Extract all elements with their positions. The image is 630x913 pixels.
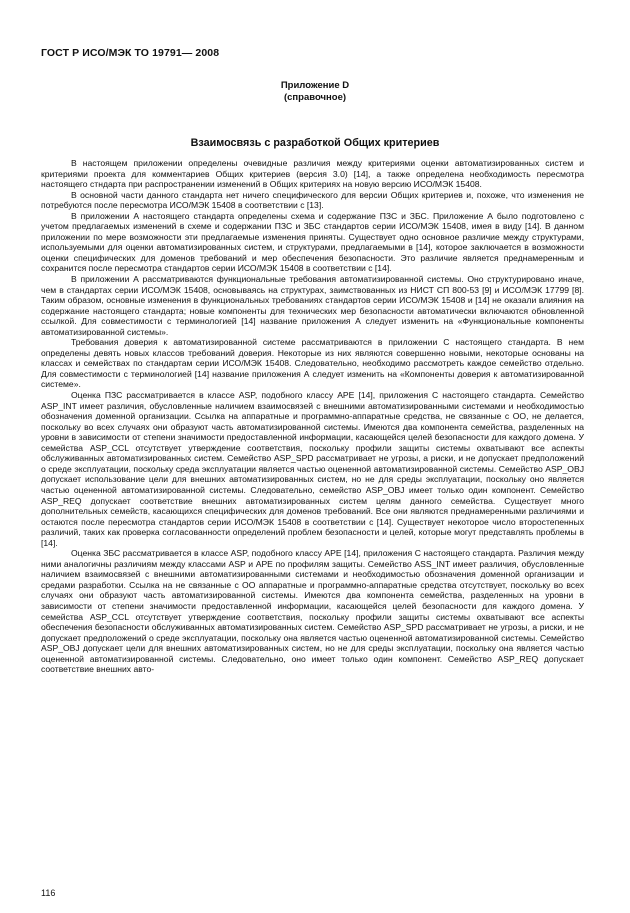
annex-heading [0,80,630,104]
page-number: 116 [41,888,56,898]
paragraph: Требования доверия к автоматизированной системе рассматриваются в приложении С настоящего стандарта. В нем определены девять новых классов требований доверия. Некоторые из них являются совершенно новыми, некоторые основаны на классах и семействах по стандартам серии ИСО/МЭК 15408. Следовательно, необходимо рассмотреть каждое семейство отдельно. Для совместимости с терминологией [14] название приложения А следует изменить на «Компоненты доверия к автоматизированной системе». [41,337,584,390]
annex-label: Приложение D [280,80,350,91]
standard-header: ГОСТ Р ИСО/МЭК ТО 19791— 2008 [41,47,220,59]
paragraph: Оценка ПЗС рассматривается в классе ASP, подобного классу АРЕ [14], приложения С настоящего стандарта. Семейство ASP_INT имеет различия, обусловленные наличием взаимосвязей с внешними автоматизированными системами и необходимостью обозначения доменной организации. Ссылка на аппаратные и программно-аппаратные средства, не связанные с ОО, не делается, поскольку во всех случаях они образуют часть автоматизированной системы. Имеются два компонента семейства, разделенных на уровни в зависимости от степени значимости предоставленной информации, касающейся целей безопасности для каждого домена. У семейства ASP_CCL отсутствует утверждение соответствия, поскольку профили защиты системы охватывают все аспекты обслуживанных автоматизированных систем. Семейство ASP_SPD рассматривает не угрозы, а риски, и не допускает предположений о среде эксплуатации, поскольку среда эксплуатации является частью оцененной автоматизированной системы. Семейство ASP_OBJ допускает использование цели для внешних автоматизированных систем, но не для среды эксплуатации, поскольку оно является частью оцененной автоматизированной системы. Следовательно, семейство ASP_OBJ имеет только один компонент. Семейство ASP_REQ допускает соответствие внешних автоматизированных систем целям данного семейства. Существует много дополнительных семейств, касающихся специфических для доменов требований. Все они являются преднамеренными различиями и остаются после пересмотра стандартов серии ИСО/МЭК 15408 в соответствии с [14]. Существует некоторое число второстепенных различий, таких как проверка согласованности определений проблем безопасности и целей, которые могут представлять проблемы в [14]. [41,390,584,548]
paragraph: В основной части данного стандарта нет ничего специфического для версии Общих критериев и, похоже, что изменения не потребуются после пересмотра ИСО/МЭК 15408 в соответствии с [13]. [41,189,584,211]
paragraph: Оценка ЗБС рассматривается в классе ASP, подобного классу АРЕ [14], приложения С настоящего стандарта. Различия между ними аналогичны различиям между классами ASP и АРЕ по профилям защиты. Семейство ASS_INT имеет различия, обусловленные наличием взаимосвязей с внешними автоматизированными системами и необходимостью обозначения доменной организации и средами разработки. Ссылка на не связанные с ОО аппаратные и программно-аппаратные средства отсутствует, поскольку во всех случаях они образуют часть автоматизированной системы. Имеются два компонента семейства, разделенных на уровни в зависимости от степени значимости предоставленной информации, касающейся целей безопасности для каждого домена. У семейства ASP_CCL отсутствует утверждение соответствия, поскольку профили защиты системы охватывают все аспекты обеспечения безопасности обслуживанных автоматизированных систем. Семейство ASP_SPD рассматривает не угрозы, а риски, и не допускает предположений о среде эксплуатации, поскольку она является частью оцененной автоматизированной системы. Семейство ASP_OBJ допускает цели для внешних автоматизированных систем, но не для среды эксплуатации, поскольку она является частью оцененной автоматизированной системы. Следовательно, оно имеет только один компонент. Семейство ASP_REQ допускает соответствие внешних авто- [41,548,584,675]
body-text [41,158,584,675]
paragraph: В приложении А настоящего стандарта определены схема и содержание ПЗС и ЗБС. Приложение А было подготовлено с учетом предлагаемых изменений в схеме и содержании ПЗС и ЗБС стандартов серии ИСО/МЭК 15408, имея в виду [14]. В данном приложении по мере возможности эти предлагаемые изменения приняты. Существует одно основное различие между структурами, используемыми для оценки автоматизированных систем, и структурами, предлагаемыми в [14], которое заключается в возможности оценки специфических для доменов требований и мер обеспечения безопасности. Это различие является преднамеренным и сохранится после пересмотра стандартов серии ИСО/МЭК 15408 в соответствии с [14]. [41,210,584,274]
section-title: Взаимосвязь с разработкой Общих критериев [190,137,440,149]
paragraph: В настоящем приложении определены очевидные различия между критериями оценки автоматизированных систем и критериями проекта для комментариев Общих критериев (версия 3.0) [14], а также определена необходимость пересмотра настоящего стндарта при распространении изменений в Общих критериях на новую версию ИСО/МЭК 15408. [41,158,584,190]
annex-note: (справочное) [283,92,347,103]
paragraph: В приложении А рассматриваются функциональные требования автоматизированной системы. Оно структурировано иначе, чем в стандартах серии ИСО/МЭК 15408, основываясь на структурах, заимствованных из НИСТ СП 800-53 [9] и ИСО/МЭК 17799 [8]. Таким образом, основные изменения в функциональных требованиях стандартов серии ИСО/МЭК 15408 и [14] не оказали влияния на содержание настоящего стандарта; новые компоненты для технических мер безопасности автоматически включаются обновленной ссылкой. Для совместимости с терминологией [14] название приложения А следует изменить на «Функциональные компоненты автоматизированной системы». [41,274,584,337]
